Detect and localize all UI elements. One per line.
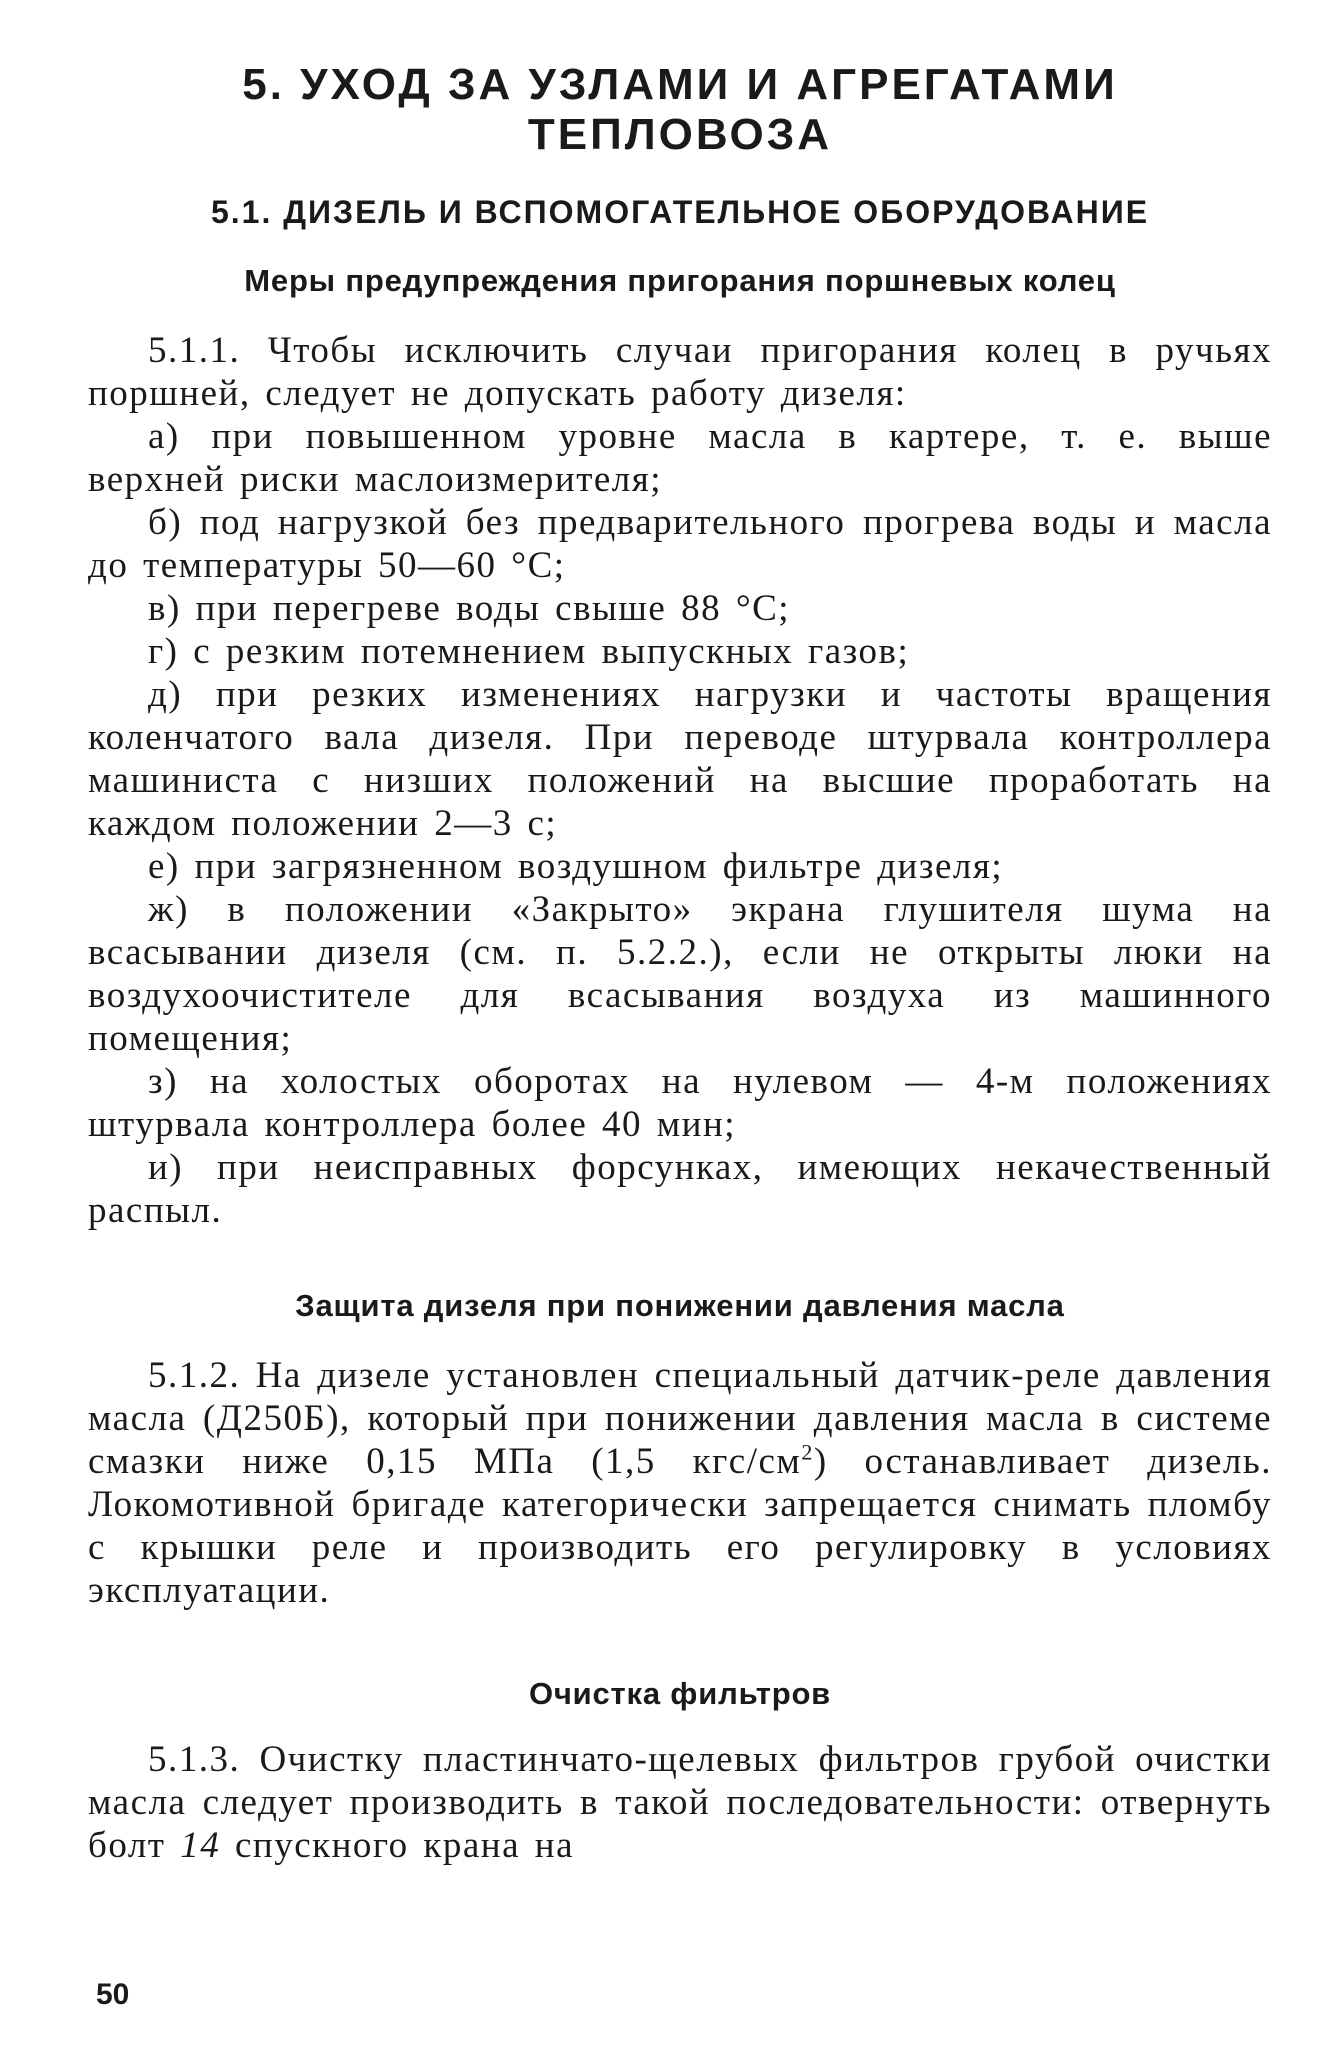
paragraph-5-1-2-part-1: 5.1.2. На дизеле установлен специальный датчик-реле давления масла (Д250Б), который при понижении давления масла в системе смазки ниже 0,15 МПа (1,5 кгс/см: [88, 1355, 1272, 1482]
paragraph-5-1-3: [88, 1738, 1272, 1867]
page-number: 50: [96, 1978, 130, 2011]
list-item-b: б) под нагрузкой без предварительного прогрева воды и масла до температуры 50—60 °С;: [88, 502, 1272, 586]
paragraph-5-1-3-part-2: спускного крана на: [220, 1825, 575, 1866]
paragraph-5-1-1-intro: 5.1.1. Чтобы исключить случаи пригорания колец в ручьях поршней, следует не допускать работу дизеля:: [88, 330, 1272, 414]
list-item-d: д) при резких изменениях нагрузки и частоты вращения коленчатого вала дизеля. При переводе штурвала контроллера машиниста с низших положений на высшие проработать на каждом положении 2—3 с;: [88, 674, 1272, 844]
list-item-z: з) на холостых оборотах на нулевом — 4-м положениях штурвала контроллера более 40 мин;: [88, 1061, 1272, 1145]
section-title: 5.1. ДИЗЕЛЬ И ВСПОМОГАТЕЛЬНОЕ ОБОРУДОВАНИЕ: [210, 194, 1150, 230]
list-item-v: в) при перегреве воды свыше 88 °С;: [148, 588, 791, 629]
chapter-title: [88, 60, 1272, 160]
paragraph-5-1-2: [88, 1354, 1272, 1612]
paragraph-5-1-3-part-1: 5.1.3. Очистку пластинчато-щелевых фильтров грубой очистки масла следует производить в такой последовательности: отвернуть болт: [88, 1739, 1272, 1866]
subheading-filter-cleaning: Очистка фильтров: [528, 1676, 832, 1711]
paragraph-5-1-2-part-2: ) останавливает дизель. Локомотивной бригаде категорически запрещается снимать пломбу с крышки реле и производить его регулировку в условиях эксплуатации.: [88, 1441, 1272, 1611]
list-item-a: а) при повышенном уровне масла в картере, т. е. выше верхней риски маслоизмерителя;: [88, 416, 1272, 500]
reference-number-14: 14: [180, 1825, 221, 1866]
chapter-title-line-2: ТЕПЛОВОЗА: [527, 110, 833, 159]
list-item-i: и) при неисправных форсунках, имеющих некачественный распыл.: [88, 1147, 1272, 1231]
superscript-2: 2: [801, 1439, 814, 1465]
list-item-zh: ж) в положении «Закрыто» экрана глушителя шума на всасывании дизеля (см. п. 5.2.2.), если не открыты люки на воздухоочистителе для всасывания воздуха из машинного помещения;: [88, 889, 1272, 1059]
subheading-ring-protection: Меры предупреждения пригорания поршневых колец: [244, 263, 1116, 298]
list-item-g: г) с резким потемнением выпускных газов;: [148, 631, 910, 672]
chapter-title-line-1: 5. УХОД ЗА УЗЛАМИ И АГРЕГАТАМИ: [242, 60, 1118, 109]
list-item-e: е) при загрязненном воздушном фильтре дизеля;: [148, 846, 1004, 887]
subheading-oil-pressure-protection: Защита дизеля при понижении давления масла: [295, 1288, 1065, 1323]
